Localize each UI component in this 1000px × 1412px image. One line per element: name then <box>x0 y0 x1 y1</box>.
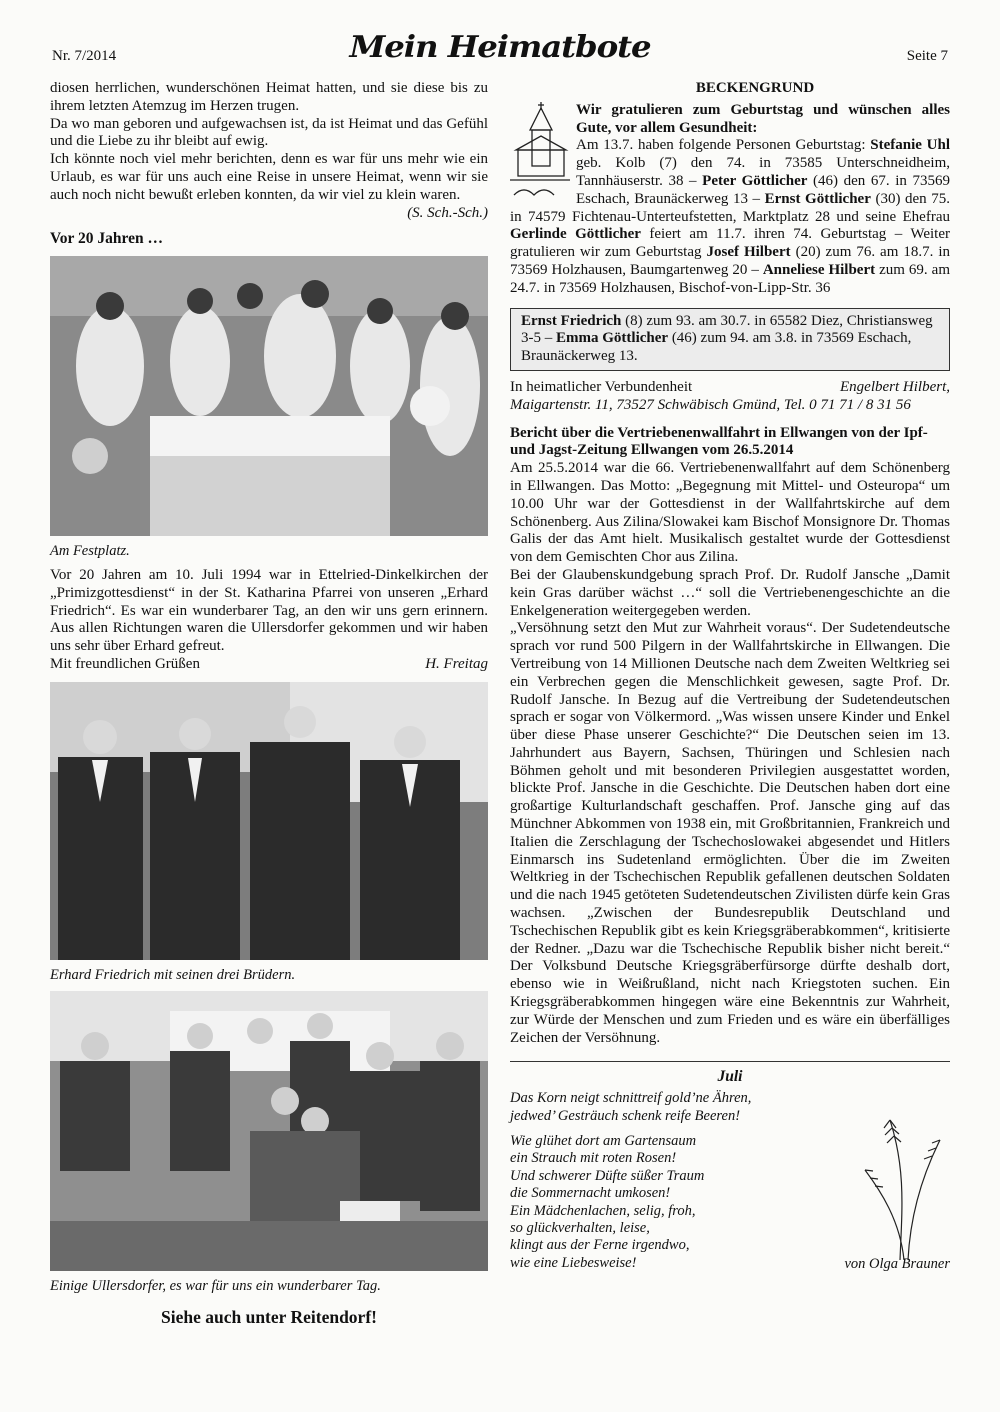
author-name: Engelbert Hilbert, <box>840 378 950 395</box>
wheat-sketch-icon <box>860 1110 950 1260</box>
person-name: Peter Göttlicher <box>702 172 808 189</box>
photo-brothers <box>50 682 488 960</box>
church-sketch-icon <box>510 100 570 200</box>
page-number: Seite 7 <box>906 48 948 64</box>
report-paragraph: Bei der Glaubenskundgebung sprach Prof. Dr. Rudolf Jansche „Damit kein Gras darüber wächst …“ soll die Vertriebenengeschichte an die Enkelgeneration weitergegeben werden. <box>510 566 950 619</box>
poem-line: wie eine Liebesweise! <box>510 1254 637 1271</box>
poem-line: Ein Mädchenlachen, selig, froh, <box>510 1202 696 1219</box>
text: feiert am 11.7. ihren 74. Geburtstag – Weiter gratulieren wir zum Geburtstag <box>510 226 950 261</box>
person-name: Emma Göttlicher <box>556 330 669 347</box>
person-name: Ernst Göttlicher <box>764 190 871 207</box>
text: (30) den 75. in 74579 Fichtenau-Unterteufstetten, Marktplatz 28 und seine Ehefrau <box>510 190 950 225</box>
poem-block <box>510 1090 950 1274</box>
poem-line: Und schwerer Düfte süßer Traum <box>510 1167 705 1184</box>
person-name: Stefanie Uhl <box>870 137 950 154</box>
report-title: Bericht über die Vertriebenenwallfahrt in Ellwangen von der Ipf- und Jagst-Zeitung Ellwangen vom 26.5.2014 <box>510 424 928 459</box>
section-title: BECKENGRUND <box>695 80 815 96</box>
text: (8) zum 93. am 30.7. in 65582 Diez, Christiansweg 3-5 – <box>521 312 933 347</box>
article-text: Vor 20 Jahren am 10. Juli 1994 war in Ettelried-Dinkelkirchen der „Primizgottesdienst“ in der St. Katharina Pfarrei von unseren „Erhard Friedrich“. Es war ein wunderbarer Tag, an den wir uns gern erinnern. Aus allen Richtungen waren die Ullersdorfer gekommen und wir haben uns sehr über Erhard gefreut. <box>50 566 488 655</box>
photo-festplatz <box>50 256 488 536</box>
text: geb. Kolb (7) den 74. in 73585 Unterschneidheim, Tannhäuserstr. 38 – <box>576 155 950 189</box>
author-address: Maigartenstr. 11, 73527 Schwäbisch Gmünd, Tel. 0 71 71 / 8 31 56 <box>510 396 911 413</box>
text: (20) zum 76. am 18.7. in 73569 Holzhausen, Baumgartenweg 20 – <box>510 244 950 278</box>
photo-caption: Erhard Friedrich mit seinen drei Brüdern. <box>50 966 296 983</box>
poem-title: Juli <box>717 1068 743 1086</box>
right-column <box>510 80 950 1274</box>
photo-ullersdorfer <box>50 991 488 1271</box>
birthday-box <box>510 308 950 371</box>
poem-author: von Olga Brauner <box>844 1256 950 1273</box>
poem-line: Das Korn neigt schnittreif gold’ne Ähren, <box>510 1090 752 1107</box>
photo-caption: Einige Ullersdorfer, es war für uns ein wunderbarer Tag. <box>50 1277 381 1294</box>
poem-line: so glückverhalten, leise, <box>510 1220 650 1237</box>
intro-paragraph: diosen herrlichen, wunderschönen Heimat hatten, und sie diese bis zu ihrem letzten Atemzug im Herzen trugen. <box>50 80 488 114</box>
see-also-note: Siehe auch unter Reitendorf! <box>161 1307 377 1328</box>
person-name: Gerlinde Göttlicher <box>510 226 641 243</box>
divider <box>510 1061 950 1062</box>
photo-caption: Am Festplatz. <box>50 543 130 560</box>
poem-line: klingt aus der Ferne irgendwo, <box>510 1237 690 1254</box>
birthday-list <box>510 137 950 297</box>
report-paragraph: „Versöhnung setzt den Mut zur Wahrheit voraus“. Der Sudetendeutsche sprach vor rund 500 Pilgern in der Wallfahrtskirche in Ellwangen. Die Vertreibung von 14 Millionen Deutsche nach dem Zweiten Weltkrieg sei ein Verbrechen gegen die Menschlichkeit gewesen, sagte Prof. Dr. Rudolf Jansche. In Bezug auf die Vertreibung der Sudetendeutschen sprach er sogar von Völkermord. „Was wissen unsere Kinder und Enkel über diese Phase unserer Geschichte?“ Die Deutschen seien im 13. Jahrhundert aus Bayern, Sachsen, Thüringen und Schlesien nach Böhmen geholt und mit besonderen Privilegien ausgestattet worden, blickte Prof. Jansche in die Geschichte. Die Deutschen haben dort eine großartige Kulturlandschaft geschaffen. Prof. Jansche ging auf das Münchner Abkommen von 1938 ein, mit Großbritannien, Frankreich und Italien die Zerschlagung der Tschechoslowakei abgesendet und Hitlers Einmarsch ins Sudetenland ermöglichten. Über die im Zweiten Weltkrieg in der Tschechischen Republik gefallenen deutschen Soldaten und die nach 1945 getöteten Sudetendeutschen Zivilisten dürfe kein Gras wachsen. „Zwischen der Bundesrepublik Deutschland und Tschechischen Republik gibt es kein Kriegsgräberabkommen“, kritisierte der Redner. „Dazu war die Tschechische Republik bisher nicht bereit.“ Der Volksbund Deutsche Kriegsgräberfürsorge dürfte deshalb dort, ebenso wie in Weißrußland, nicht nach Kriegstoten suchen. Ein Kriegsgräberabkommen hingegen wäre eine Bekenntnis zur Wahrheit, zur Würde der Menschen und zum Frieden und es wäre ein überfälliges Zeichen der Versöhnung. <box>510 620 950 1046</box>
masthead: Mein Heimatbote <box>349 30 651 65</box>
text: (46) den 67. in 73569 Eschach, Braunäckerweg 13 – <box>576 172 951 207</box>
poem-line: Wie glühet dort am Gartensaum <box>510 1133 697 1150</box>
greeting-signature: H. Freitag <box>425 655 488 672</box>
poem-line: jedwed’ Gesträuch schenk reife Beeren! <box>510 1107 741 1124</box>
closing-line <box>510 379 950 397</box>
greeting-line <box>50 656 488 674</box>
issue-number: Nr. 7/2014 <box>52 48 117 64</box>
person-name: Josef Hilbert <box>706 244 791 261</box>
poem-line: ein Strauch mit roten Rosen! <box>510 1150 677 1167</box>
text: (46) zum 94. am 3.8. in 73569 Eschach, Braunäckerweg 13. <box>521 330 912 365</box>
poem-line: die Sommernacht umkosen! <box>510 1185 671 1202</box>
closing: In heimatlicher Verbundenheit <box>510 378 693 395</box>
intro-signature: (S. Sch.-Sch.) <box>407 204 488 221</box>
left-column <box>50 80 488 1327</box>
person-name: Ernst Friedrich <box>521 312 622 329</box>
congratulations-heading: Wir gratulieren zum Geburtstag und wünschen alles Gute, vor allem Gesundheit: <box>576 101 950 136</box>
person-name: Anneliese Hilbert <box>762 261 876 278</box>
greeting: Mit freundlichen Grüßen <box>50 655 200 672</box>
intro-paragraph: Ich könnte noch viel mehr berichten, denn es war für uns mehr wie ein Urlaub, es war für uns auch eine Reise in unsere Heimat, wenn wir sie auch noch nicht bewußt erleben konnten, da wir viel zu klein waren. <box>50 151 488 203</box>
section-title: Vor 20 Jahren … <box>50 230 163 248</box>
text: Am 13.7. haben folgende Personen Geburtstag: <box>576 137 871 154</box>
intro-paragraph: Da wo man geboren und aufgewachsen ist, da ist Heimat und das Gefühl und die Liebe zu ihr bleibt auf ewig. <box>50 115 488 150</box>
text: zum 69. am 24.7. in 73569 Holzhausen, Bischof-von-Lipp-Str. 36 <box>510 261 950 296</box>
report-paragraph: Am 25.5.2014 war die 66. Vertriebenenwallfahrt auf dem Schönenberg in Ellwangen. Das Motto: „Begegnung mit Mittel- und Osteuropa“ um 10.00 Uhr war der Gottesdienst in der Wallfahrtskirche auf dem Schönenberg. Aus Zilina/Slowakei kam Bischof Monsignore Dr. Thomas Galis der das Amt hielt. Musikalisch gestaltet wurde der Gottesdienst von dem Gemischten Chor aus Zilina. <box>510 460 950 566</box>
